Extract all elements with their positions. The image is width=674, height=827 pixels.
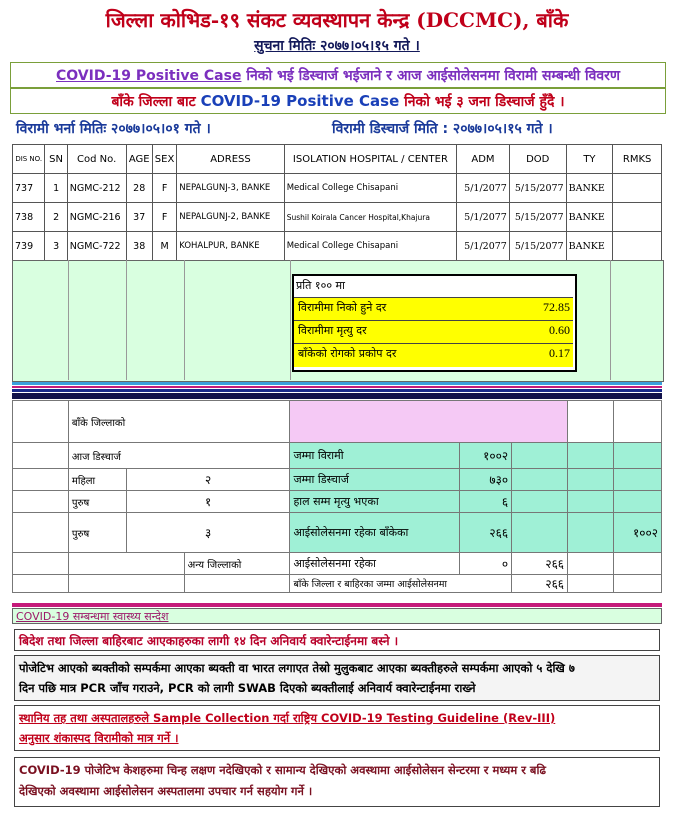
table-row (13, 174, 662, 203)
rates-gridline (610, 260, 611, 380)
cell (13, 553, 69, 575)
banner2-post: निको भई ३ जना डिस्चार्ज हुँदै । (399, 94, 565, 110)
separator-line (12, 393, 662, 399)
msg4-line1: COVID-19 पोजेटिभ केशहरुमा चिन्ह लक्षण नदेखिएको र सामान्य देखिएको अवस्थामा आईसोलेसन सेन्टरमा र मध्यम र बढि (19, 763, 546, 777)
banner-discharge-details (10, 62, 666, 88)
cell: KOHALPUR, BANKE (177, 232, 284, 261)
col-header: ADRESS (177, 145, 284, 174)
isolation-total-value: २६६ (512, 575, 568, 593)
cell: 2 (45, 203, 67, 232)
isolation-value: २६६ (512, 553, 568, 575)
cell: F (152, 203, 176, 232)
separator-line (12, 386, 662, 388)
prevalence-rate-value: 0.17 (549, 346, 570, 360)
cell: Medical College Chisapani (284, 174, 456, 203)
total-discharge-label: जम्मा डिस्चार्ज (290, 469, 460, 491)
msg1-text: बिदेश तथा जिल्ला बाहिरबाट आएकाहरुका लागी १४ दिन अनिवार्य क्वारेन्टाईनमा बस्ने । (19, 634, 399, 648)
discharge-table (12, 144, 662, 261)
cell: BANKE (566, 174, 613, 203)
cell: 37 (126, 203, 152, 232)
cell (13, 469, 69, 491)
isolation-banke-total: १००२ (613, 513, 661, 553)
msg3-line1: स्थानिय तह तथा अस्पतालहरुले Sample Collection गर्दा राष्ट्रिय COVID-19 Testing Guideline (Rev-III) (19, 711, 556, 725)
cell (613, 401, 661, 443)
banner-banke-discharge (10, 88, 666, 114)
summary-table (12, 400, 662, 593)
cell: 5/15/2077 (509, 174, 566, 203)
cell (13, 575, 69, 593)
cell: NEPALGUNJ-2, BANKE (177, 203, 284, 232)
female-count: २ (126, 469, 290, 491)
summary-row (13, 575, 662, 593)
col-header: SN (45, 145, 67, 174)
cell: 739 (13, 232, 45, 261)
cell: 5/15/2077 (509, 203, 566, 232)
summary-row (13, 401, 662, 443)
isolation-zero: ० (460, 553, 512, 575)
cell: Medical College Chisapani (284, 232, 456, 261)
cell (512, 513, 568, 553)
cell: 5/1/2077 (457, 232, 510, 261)
rates-gridline (290, 260, 291, 380)
table-row (13, 232, 662, 261)
cell (13, 491, 69, 513)
cell (13, 401, 69, 443)
isolation-total-label: बाँके जिल्ला र बाहिरका जम्मा आईसोलेसनमा (290, 575, 512, 593)
banner2-english: COVID-19 Positive Case (200, 92, 400, 110)
page-title: जिल्ला कोभिड-१९ संकट व्यवस्थापन केन्द्र (DCCMC), बाँके (105, 8, 569, 32)
separator-line (12, 382, 662, 385)
cell: 5/1/2077 (457, 203, 510, 232)
cell (68, 575, 184, 593)
cell (613, 203, 662, 232)
cell (613, 174, 662, 203)
summary-row (13, 513, 662, 553)
death-rate-value: 0.60 (549, 323, 570, 337)
banner2-pre: बाँके जिल्ला बाट (111, 94, 201, 110)
message-isolation (14, 757, 660, 807)
cell: 737 (13, 174, 45, 203)
health-heading-bar (12, 603, 662, 607)
isolation-label: आईसोलेसनमा रहेका (290, 553, 460, 575)
cell: 1 (45, 174, 67, 203)
cell (184, 575, 290, 593)
admit-date: विरामी भर्ना मितिः २०७७।०५।०१ गते । (16, 121, 211, 137)
message-quarantine (14, 629, 660, 651)
cell (613, 443, 661, 469)
message-pcr (14, 655, 660, 701)
col-header: ISOLATION HOSPITAL / CENTER (284, 145, 456, 174)
banner1-english: COVID-19 Positive Case (56, 68, 242, 84)
cell: M (152, 232, 176, 261)
cell: 3 (45, 232, 67, 261)
total-patients-value: १००२ (460, 443, 512, 469)
cell (13, 513, 69, 553)
recovery-rate-value: 72.85 (543, 300, 570, 314)
prevalence-rate-label: बाँकेको रोगको प्रकोप दर (298, 347, 397, 360)
male1-label: पुरुष (68, 491, 126, 513)
female-label: महिला (68, 469, 126, 491)
deaths-label: हाल सम्म मृत्यु भएका (290, 491, 460, 513)
per100-label: प्रति १०० मा (296, 279, 345, 292)
msg2-line1: पोजेटिभ आएको ब्यक्तीको सम्पर्कमा आएका ब्यक्ती वा भारत लगाएत तेस्रो मुलुकबाट आएका ब्यक्तीहरुले सम्पर्कमा आएको ५ देखि ७ (19, 661, 575, 675)
banke-district-label: बाँके जिल्लाको (68, 401, 290, 443)
cell: NGMC-722 (67, 232, 126, 261)
msg3-line2: अनुसार शंकास्पद विरामीको मात्र गर्ने । (19, 731, 179, 745)
msg4-line2: देखिएको अवस्थामा आईसोलेसन अस्पतालमा उपचार गर्न सहयोग गर्ने । (19, 784, 313, 798)
total-discharge-value: ७३० (460, 469, 512, 491)
col-header: AGE (126, 145, 152, 174)
cell (568, 443, 614, 469)
cell: Sushil Koirala Cancer Hospital,Khajura (284, 203, 456, 232)
deaths-value: ६ (460, 491, 512, 513)
col-header: TY (566, 145, 613, 174)
cell (512, 469, 568, 491)
msg2-line2: दिन पछि मात्र PCR जाँच गराउने, PCR को लागी SWAB दिएको ब्यक्तीलाई अनिवार्य क्वारेन्टाईनमा राख्ने (19, 681, 476, 695)
isolation-banke-value: २६६ (460, 513, 512, 553)
cell: NGMC-216 (67, 203, 126, 232)
banner1-nepali: निको भई डिस्चार्ज भईजाने र आज आईसोलेसनमा विरामी सम्बन्धी विवरण (241, 68, 620, 84)
cell (568, 401, 614, 443)
col-header: DIS NO. (13, 145, 45, 174)
col-header: RMKS (613, 145, 662, 174)
cell: NEPALGUNJ-3, BANKE (177, 174, 284, 203)
cell: BANKE (566, 203, 613, 232)
cell (613, 553, 661, 575)
rates-gridline (184, 260, 185, 380)
summary-row (13, 443, 662, 469)
summary-row (13, 469, 662, 491)
table-header-row (13, 145, 662, 174)
cell: 5/15/2077 (509, 232, 566, 261)
rates-gridline (126, 260, 127, 380)
cell: BANKE (566, 232, 613, 261)
table-row (13, 203, 662, 232)
cell (568, 491, 614, 513)
cell: 38 (126, 232, 152, 261)
rates-gridline (68, 260, 69, 380)
cell (613, 469, 661, 491)
col-header: Cod No. (67, 145, 126, 174)
today-discharge-label: आज डिस्चार्ज (68, 443, 290, 469)
cell (512, 491, 568, 513)
cell (568, 553, 614, 575)
cell (512, 443, 568, 469)
cell: 5/1/2077 (457, 174, 510, 203)
total-patients-label: जम्मा विरामी (290, 443, 460, 469)
cell (568, 513, 614, 553)
col-header: SEX (152, 145, 176, 174)
cell (13, 443, 69, 469)
cell (568, 575, 614, 593)
summary-row (13, 491, 662, 513)
summary-row (13, 553, 662, 575)
cell (613, 491, 661, 513)
death-rate-label: विरामीमा मृत्यु दर (298, 324, 367, 337)
pink-cell (290, 401, 568, 443)
col-header: DOD (509, 145, 566, 174)
male1-count: १ (126, 491, 290, 513)
recovery-rate-label: विरामीमा निको हुने दर (298, 301, 387, 314)
cell (568, 469, 614, 491)
discharge-date: विरामी डिस्चार्ज मिति : २०७७।०५।१५ गते । (332, 121, 553, 137)
male2-label: पुरुष (68, 513, 126, 553)
cell (613, 575, 661, 593)
cell (613, 232, 662, 261)
col-header: ADM (457, 145, 510, 174)
male2-count: ३ (126, 513, 290, 553)
cell: 28 (126, 174, 152, 203)
cell: F (152, 174, 176, 203)
notice-date: सुचना मितिः २०७७।०५।१५ गते । (254, 38, 420, 54)
cell: NGMC-212 (67, 174, 126, 203)
cell: 738 (13, 203, 45, 232)
isolation-banke-label: आईसोलेसनमा रहेका बाँकेका (290, 513, 460, 553)
separator-line (12, 389, 662, 392)
cell (68, 553, 184, 575)
other-district-label: अन्य जिल्लाको (184, 553, 290, 575)
message-sample (14, 705, 660, 751)
health-heading: COVID-19 सम्बन्धमा स्वास्थ्य सन्देश (16, 610, 169, 623)
